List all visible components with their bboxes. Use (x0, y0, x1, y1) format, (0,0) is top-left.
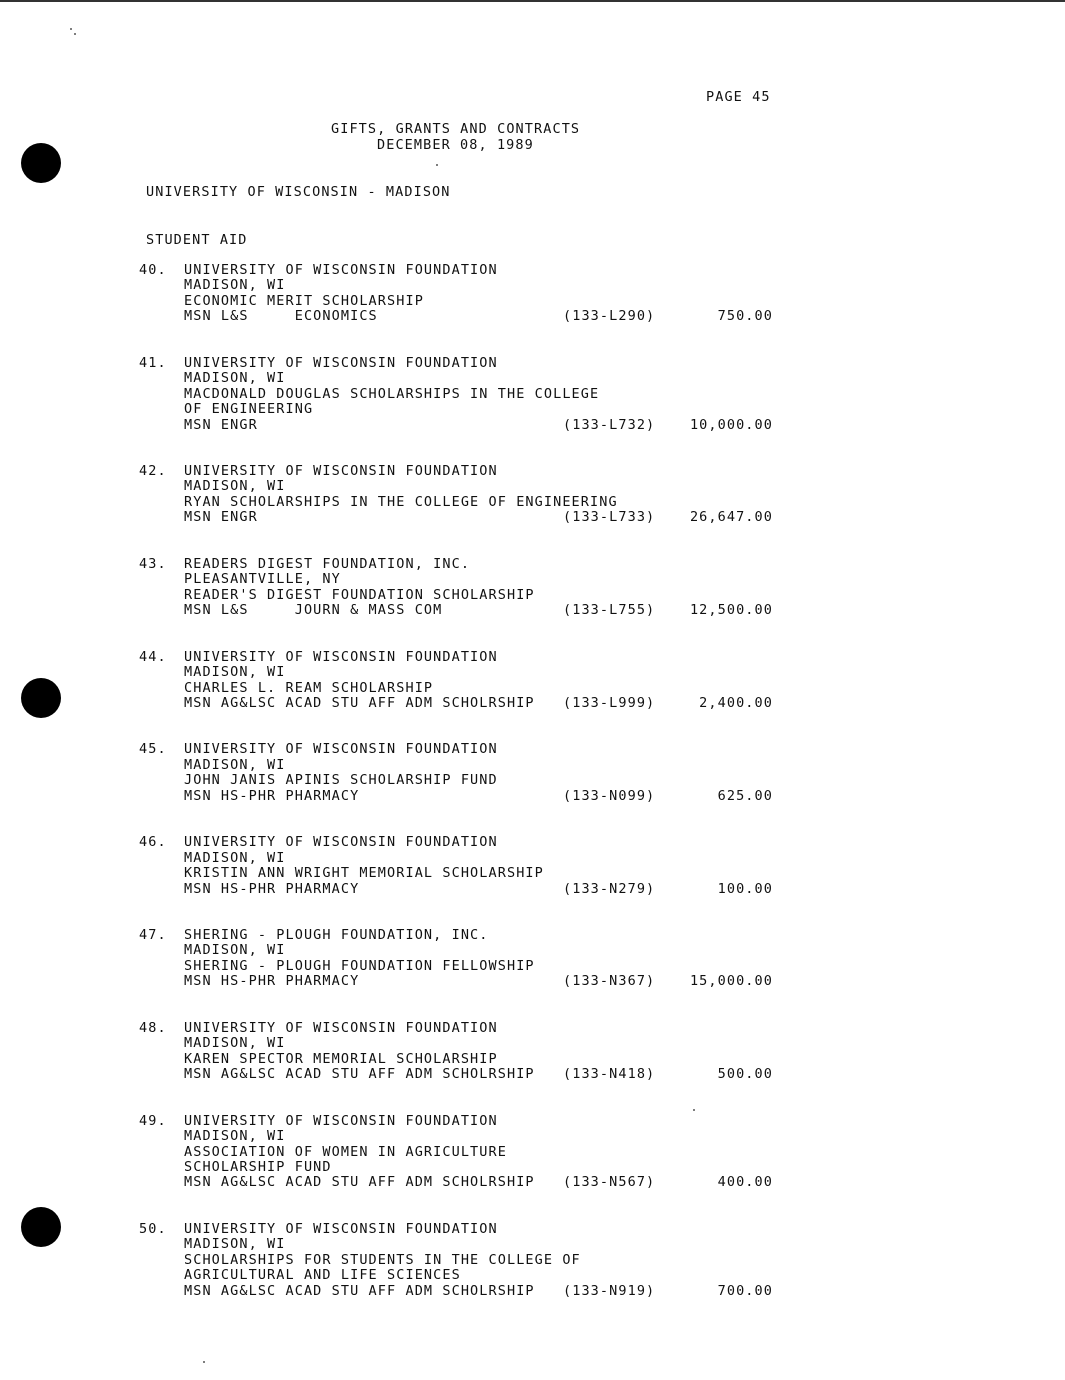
entry-description-line: PLEASANTVILLE, NY (184, 571, 341, 588)
entry-description-line: MADISON, WI (184, 849, 286, 866)
entry-account-code: (133-L290) (563, 308, 656, 325)
entry-number: 50. (139, 1220, 167, 1237)
entry-number: 40. (139, 262, 167, 278)
entry-description-line: OF ENGINEERING (184, 401, 314, 418)
entry-description-line: UNIVERSITY OF WISCONSIN FOUNDATION (184, 1220, 498, 1237)
entry-description-line: UNIVERSITY OF WISCONSIN FOUNDATION (184, 262, 498, 278)
entry-description-line: READER'S DIGEST FOUNDATION SCHOLARSHIP (184, 586, 535, 603)
entry-account-code: (133-N919) (563, 1282, 656, 1299)
entry-description-line: MADISON, WI (184, 1035, 286, 1052)
report-title: GIFTS, GRANTS AND CONTRACTS (331, 121, 581, 137)
entry-description-line: MSN AG&LSC ACAD STU AFF ADM SCHOLRSHIP (184, 1282, 535, 1299)
entry-account-code: (133-N279) (563, 880, 656, 897)
punch-hole-top (21, 143, 61, 183)
entry-description-line: UNIVERSITY OF WISCONSIN FOUNDATION (184, 834, 498, 851)
entry-amount: 500.00 (717, 1066, 773, 1083)
entry-number: 49. (139, 1112, 167, 1129)
entry-description-line: SCHOLARSHIPS FOR STUDENTS IN THE COLLEGE OF (184, 1251, 581, 1268)
entry-description-line: CHARLES L. REAM SCHOLARSHIP (184, 679, 434, 696)
entry-description-line: ASSOCIATION OF WOMEN IN AGRICULTURE (184, 1143, 507, 1160)
report-date: DECEMBER 08, 1989 (377, 137, 534, 153)
entry-description-line: SHERING - PLOUGH FOUNDATION FELLOWSHIP (184, 957, 535, 974)
entry-account-code: (133-N567) (563, 1174, 656, 1191)
entry-description-line: MACDONALD DOUGLAS SCHOLARSHIPS IN THE COLLEGE (184, 385, 600, 402)
entry-description-line: READERS DIGEST FOUNDATION, INC. (184, 555, 471, 572)
entry-description-line: UNIVERSITY OF WISCONSIN FOUNDATION (184, 1019, 498, 1036)
entry-description-line: MADISON, WI (184, 756, 286, 773)
university-name: UNIVERSITY OF WISCONSIN - MADISON (146, 184, 451, 200)
entry-amount: 625.00 (717, 787, 773, 804)
entry-amount: 10,000.00 (689, 416, 773, 433)
entry-amount: 12,500.00 (689, 602, 773, 619)
entry-description-line: MADISON, WI (184, 370, 286, 387)
entry-number: 44. (139, 648, 167, 665)
entry-amount: 2,400.00 (699, 694, 773, 711)
entry-description-line: MSN HS-PHR PHARMACY (184, 880, 360, 897)
entry-amount: 700.00 (717, 1282, 773, 1299)
punch-hole-middle (21, 678, 61, 718)
punch-hole-bottom (21, 1207, 61, 1247)
entry-description-line: ECONOMIC MERIT SCHOLARSHIP (184, 292, 424, 309)
scan-speck (693, 1109, 695, 1111)
entry-number: 43. (139, 555, 167, 572)
entry-description-line: UNIVERSITY OF WISCONSIN FOUNDATION (184, 741, 498, 758)
entry-description-line: MADISON, WI (184, 1128, 286, 1145)
entry-description-line: UNIVERSITY OF WISCONSIN FOUNDATION (184, 463, 498, 480)
entry-number: 45. (139, 741, 167, 758)
section-heading: STUDENT AID (146, 232, 248, 248)
entry-description-line: KRISTIN ANN WRIGHT MEMORIAL SCHOLARSHIP (184, 865, 544, 882)
entry-description-line: MSN AG&LSC ACAD STU AFF ADM SCHOLRSHIP (184, 1174, 535, 1191)
entry-account-code: (133-N367) (563, 973, 656, 990)
entry-amount: 100.00 (717, 880, 773, 897)
entry-description-line: RYAN SCHOLARSHIPS IN THE COLLEGE OF ENGINEERING (184, 493, 618, 510)
entry-description-line: UNIVERSITY OF WISCONSIN FOUNDATION (184, 1112, 498, 1129)
entry-description-line: KAREN SPECTOR MEMORIAL SCHOLARSHIP (184, 1050, 498, 1067)
entry-description-line: MSN ENGR (184, 509, 258, 526)
entry-description-line: MSN AG&LSC ACAD STU AFF ADM SCHOLRSHIP (184, 694, 535, 711)
entry-number: 47. (139, 927, 167, 944)
entry-number: 42. (139, 463, 167, 480)
entry-number: 48. (139, 1019, 167, 1036)
entry-account-code: (133-N418) (563, 1066, 656, 1083)
top-border-rule (0, 0, 1065, 2)
scan-speck (74, 33, 76, 35)
entry-description-line: UNIVERSITY OF WISCONSIN FOUNDATION (184, 354, 498, 371)
entry-description-line: MSN L&S JOURN & MASS COM (184, 602, 443, 619)
scan-speck (70, 28, 72, 30)
entry-description-line: JOHN JANIS APINIS SCHOLARSHIP FUND (184, 772, 498, 789)
entry-description-line: MSN AG&LSC ACAD STU AFF ADM SCHOLRSHIP (184, 1066, 535, 1083)
entry-account-code: (133-L733) (563, 509, 656, 526)
entry-account-code: (133-L999) (563, 694, 656, 711)
scan-speck (203, 1361, 205, 1363)
page-number: PAGE 45 (706, 89, 771, 105)
scan-speck (436, 164, 438, 166)
entry-number: 46. (139, 834, 167, 851)
entry-description-line: SHERING - PLOUGH FOUNDATION, INC. (184, 927, 489, 944)
entry-description-line: MADISON, WI (184, 1236, 286, 1253)
entry-account-code: (133-L732) (563, 416, 656, 433)
entry-amount: 750.00 (717, 308, 773, 325)
entry-description-line: MADISON, WI (184, 478, 286, 495)
entry-description-line: MADISON, WI (184, 664, 286, 681)
entry-number: 41. (139, 354, 167, 371)
entry-account-code: (133-L755) (563, 602, 656, 619)
entry-description-line: MSN HS-PHR PHARMACY (184, 973, 360, 990)
entry-description-line: UNIVERSITY OF WISCONSIN FOUNDATION (184, 648, 498, 665)
entry-account-code: (133-N099) (563, 787, 656, 804)
entry-description-line: MSN L&S ECONOMICS (184, 308, 378, 325)
entry-description-line: SCHOLARSHIP FUND (184, 1158, 332, 1175)
entry-amount: 15,000.00 (689, 973, 773, 990)
entry-description-line: MSN ENGR (184, 416, 258, 433)
entry-description-line: MSN HS-PHR PHARMACY (184, 787, 360, 804)
entry-amount: 400.00 (717, 1174, 773, 1191)
entry-amount: 26,647.00 (689, 509, 773, 526)
entry-description-line: MADISON, WI (184, 277, 286, 294)
entry-description-line: AGRICULTURAL AND LIFE SCIENCES (184, 1267, 461, 1284)
entry-description-line: MADISON, WI (184, 942, 286, 959)
